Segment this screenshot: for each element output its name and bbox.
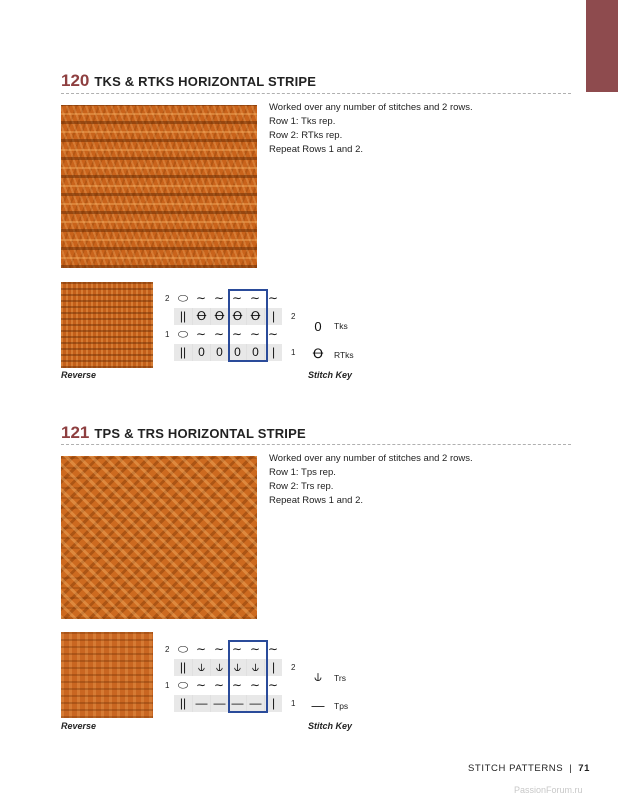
chart-cell: |	[264, 308, 282, 325]
swatch-photo	[61, 105, 257, 268]
row-number-left: 1	[165, 330, 170, 339]
chart-cell: ∼	[249, 642, 261, 656]
pattern-instructions	[269, 101, 473, 157]
chart-cell: ⬭	[177, 327, 189, 341]
chart-cell: 0	[210, 344, 228, 361]
chart-cell: —	[246, 695, 264, 712]
chart-cell: |	[264, 344, 282, 361]
chart-cell: ∼	[249, 678, 261, 692]
instruction-line: Repeat Rows 1 and 2.	[269, 495, 364, 506]
chart-cell: ∼	[213, 291, 225, 305]
tps-symbol-icon: —	[311, 697, 325, 713]
section-divider	[61, 444, 571, 445]
instruction-line: Worked over any number of stitches and 2 rows.	[269, 453, 473, 464]
chart-cell: ⫝	[192, 659, 210, 676]
chart-cell: ∼	[213, 678, 225, 692]
reverse-swatch-photo	[61, 282, 153, 368]
footer-separator: |	[569, 763, 573, 774]
row-number-right: 2	[291, 312, 296, 321]
chart-cell: —	[210, 695, 228, 712]
chart-cell: Ꝋ	[210, 308, 228, 325]
chart-cell: ∼	[195, 327, 207, 341]
pattern-title: TPS & TRS HORIZONTAL STRIPE	[94, 426, 306, 441]
chart-cell: ∼	[195, 291, 207, 305]
instruction-line: Worked over any number of stitches and 2 rows.	[269, 102, 473, 113]
row-number-left: 2	[165, 645, 170, 654]
chart-cell: ∼	[195, 642, 207, 656]
row-number-right: 1	[291, 348, 296, 357]
stitch-key-title: Stitch Key	[308, 721, 353, 731]
chart-cell: ⫝	[228, 659, 246, 676]
chart-cell: ||	[179, 660, 187, 674]
chart-cell: ∼	[231, 678, 243, 692]
watermark: PassionForum.ru	[514, 785, 583, 795]
chart-cell: ∼	[231, 291, 243, 305]
reverse-label: Reverse	[61, 721, 97, 731]
instruction-line: Row 2: Trs rep.	[269, 481, 334, 492]
chart-cell: ∼	[267, 678, 279, 692]
instruction-line: Row 1: Tks rep.	[269, 116, 336, 127]
chart-cell: Ꝋ	[246, 308, 264, 325]
row-number-left: 2	[165, 294, 170, 303]
chart-cell: ||	[179, 696, 187, 710]
chart-cell: Ꝋ	[228, 308, 246, 325]
row-number-right: 2	[291, 663, 296, 672]
chart-cell: ∼	[249, 327, 261, 341]
chart-cell: Ꝋ	[192, 308, 210, 325]
chart-cell: —	[192, 695, 210, 712]
row-number-right: 1	[291, 699, 296, 708]
chart-cell: 0	[192, 344, 210, 361]
chart-cell: ∼	[249, 291, 261, 305]
stitch-key-title: Stitch Key	[308, 370, 353, 380]
section-divider	[61, 93, 571, 94]
page-footer	[468, 763, 590, 774]
pattern-instructions	[269, 452, 473, 508]
tks-symbol-icon: 0	[314, 318, 322, 334]
chart-cell: ∼	[195, 678, 207, 692]
chart-cell: ∼	[267, 291, 279, 305]
chart-cell: ⫝	[210, 659, 228, 676]
chart-cell: ⬭	[177, 291, 189, 305]
instruction-line: Repeat Rows 1 and 2.	[269, 144, 364, 155]
pattern-number: 120	[61, 71, 90, 90]
stitch-chart	[174, 290, 286, 362]
key-label: Tks	[334, 321, 348, 331]
page-number: 71	[578, 763, 591, 774]
chart-cell: ∼	[231, 642, 243, 656]
trs-symbol-icon: ⫝	[314, 669, 322, 684]
pattern-heading	[61, 423, 306, 443]
chart-cell: ∼	[213, 327, 225, 341]
chapter-tab	[586, 0, 618, 92]
key-label: Tps	[334, 701, 349, 711]
chart-cell: ∼	[231, 327, 243, 341]
repeat-box	[228, 640, 268, 713]
pattern-heading	[61, 71, 316, 91]
stitch-chart	[174, 641, 286, 713]
chart-cell: ∼	[267, 642, 279, 656]
reverse-label: Reverse	[61, 370, 97, 380]
chart-cell: 0	[228, 344, 246, 361]
chart-cell: |	[264, 659, 282, 676]
row-number-left: 1	[165, 681, 170, 690]
chart-cell: ∼	[213, 642, 225, 656]
instruction-line: Row 2: RTks rep.	[269, 130, 343, 141]
chart-cell: 0	[246, 344, 264, 361]
reverse-swatch-photo	[61, 632, 153, 718]
chart-cell: ||	[179, 309, 187, 323]
rtks-symbol-icon: Ꝋ	[312, 346, 324, 361]
chart-cell: ⫝	[246, 659, 264, 676]
chart-cell: ⬭	[177, 678, 189, 692]
chart-cell: ∼	[267, 327, 279, 341]
chart-cell: ⬭	[177, 642, 189, 656]
instruction-line: Row 1: Tps rep.	[269, 467, 336, 478]
key-label: RTks	[334, 350, 354, 360]
key-label: Trs	[334, 673, 346, 683]
swatch-photo	[61, 456, 257, 619]
pattern-number: 121	[61, 423, 90, 442]
chart-cell: ||	[179, 345, 187, 359]
chart-cell: —	[228, 695, 246, 712]
footer-section-name: STITCH PATTERNS	[468, 763, 564, 774]
repeat-box	[228, 289, 268, 362]
pattern-title: TKS & RTKS HORIZONTAL STRIPE	[94, 74, 317, 89]
chart-cell: |	[264, 695, 282, 712]
